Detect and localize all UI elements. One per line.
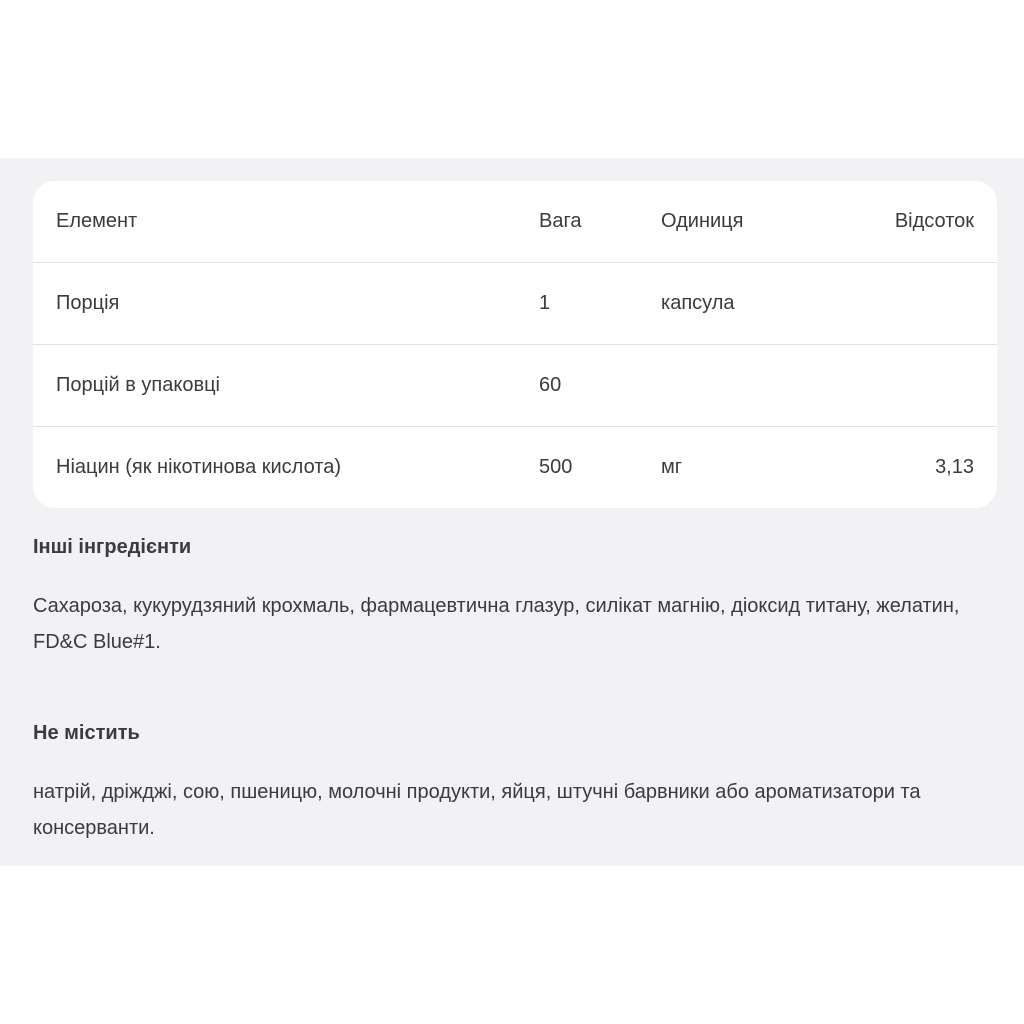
table-header-row [33,181,997,262]
cell-unit: капсула [661,292,735,314]
header-percent: Відсоток [894,210,974,232]
does-not-contain-text: натрій, дріжджі, сою, пшеницю, молочні продукти, яйця, штучні барвники або ароматизатори та консерванти. [33,781,921,839]
header-element: Елемент [56,210,138,232]
cell-unit: мг [661,456,683,478]
header-weight: Вага [539,210,582,232]
cell-element: Ніацин (як нікотинова кислота) [56,456,341,478]
nutrition-table [33,181,997,508]
table-row [33,345,997,426]
cell-percent: 3,13 [935,456,974,478]
cell-weight: 500 [539,456,573,478]
cell-weight: 1 [539,292,551,314]
table-row [33,427,997,508]
cell-element: Порцій в упаковці [56,374,221,396]
cell-weight: 60 [539,374,562,396]
other-ingredients-title: Інші інгредієнти [33,536,192,558]
cell-element: Порція [56,292,120,314]
supplement-facts-panel [0,158,1024,866]
does-not-contain-title: Не містить [33,722,140,744]
header-unit: Одиниця [661,210,744,232]
table-row [33,263,997,344]
other-ingredients-text: Сахароза, кукурудзяний крохмаль, фармацевтична глазур, силікат магнію, діоксид титану, желатин, FD&C Blue#1. [33,595,960,653]
